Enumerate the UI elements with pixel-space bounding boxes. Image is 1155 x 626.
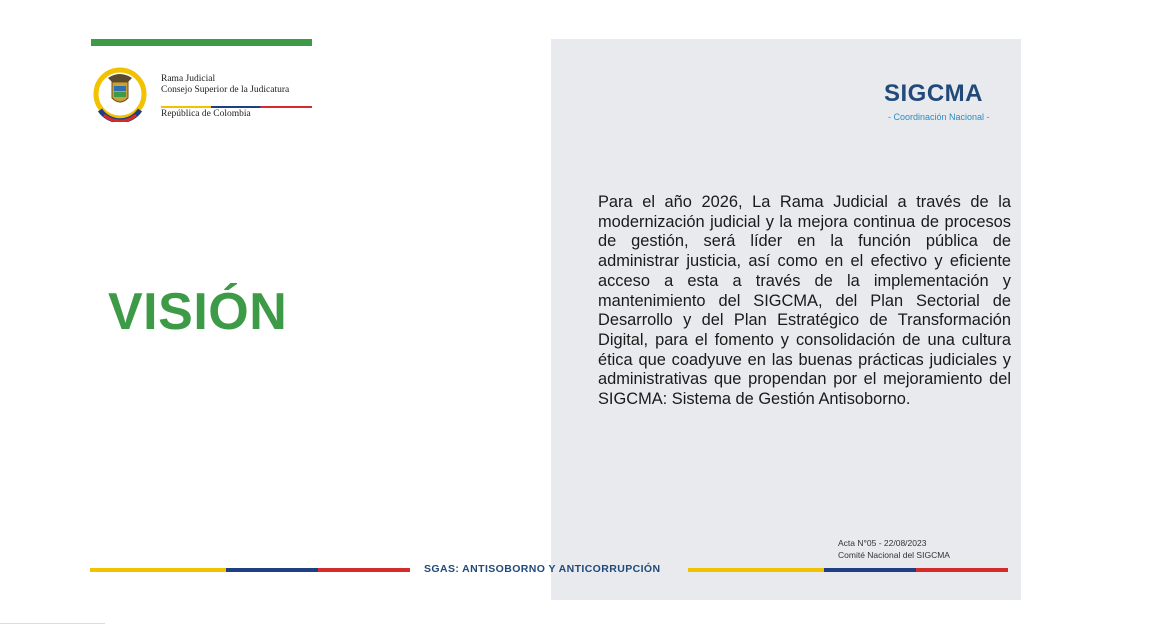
coat-of-arms-logo — [90, 66, 152, 122]
footer-line-red-left — [318, 568, 410, 572]
footer-label: SGAS: ANTISOBORNO Y ANTICORRUPCIÓN — [424, 563, 661, 575]
acta-line2: Comité Nacional del SIGCMA — [838, 550, 950, 560]
acta-reference — [838, 537, 950, 561]
institution-line1: Rama Judicial — [161, 74, 216, 84]
institution-line2: Consejo Superior de la Judicatura — [161, 84, 290, 95]
sigcma-subtitle: - Coordinación Nacional - — [888, 112, 990, 122]
corner-divider — [0, 623, 105, 624]
footer-line-blue-right — [824, 568, 916, 572]
sigcma-logo-text: SIGCMA — [884, 80, 983, 107]
institution-name — [161, 74, 289, 95]
footer-line-yellow-left — [90, 568, 226, 572]
top-green-bar — [91, 39, 312, 46]
vision-statement: Para el año 2026, La Rama Judicial a través de la modernización judicial y la mejora continua de procesos de gestión, será líder en la función pública de administrar justicia, así como en el efectivo y eficiente acceso a esta a través de la implementación y mantenimiento del SIGCMA, del Plan Sectorial de Desarrollo y del Plan Estratégico de Transformación Digital, para el fomento y consolidación de una cultura ética que coadyuve en las buenas prácticas judiciales y administrativas que propendan por el mejoramiento del SIGCMA: Sistema de Gestión Antisoborno. — [598, 193, 1011, 409]
institution-tricolor-rule — [161, 106, 312, 108]
page-title: VISIÓN — [108, 283, 288, 341]
acta-line1: Acta N°05 - 22/08/2023 — [838, 538, 927, 548]
footer-line-blue-left — [226, 568, 318, 572]
institution-country: República de Colombia — [161, 109, 251, 119]
footer-line-yellow-right — [688, 568, 824, 572]
footer-line-red-right — [916, 568, 1008, 572]
